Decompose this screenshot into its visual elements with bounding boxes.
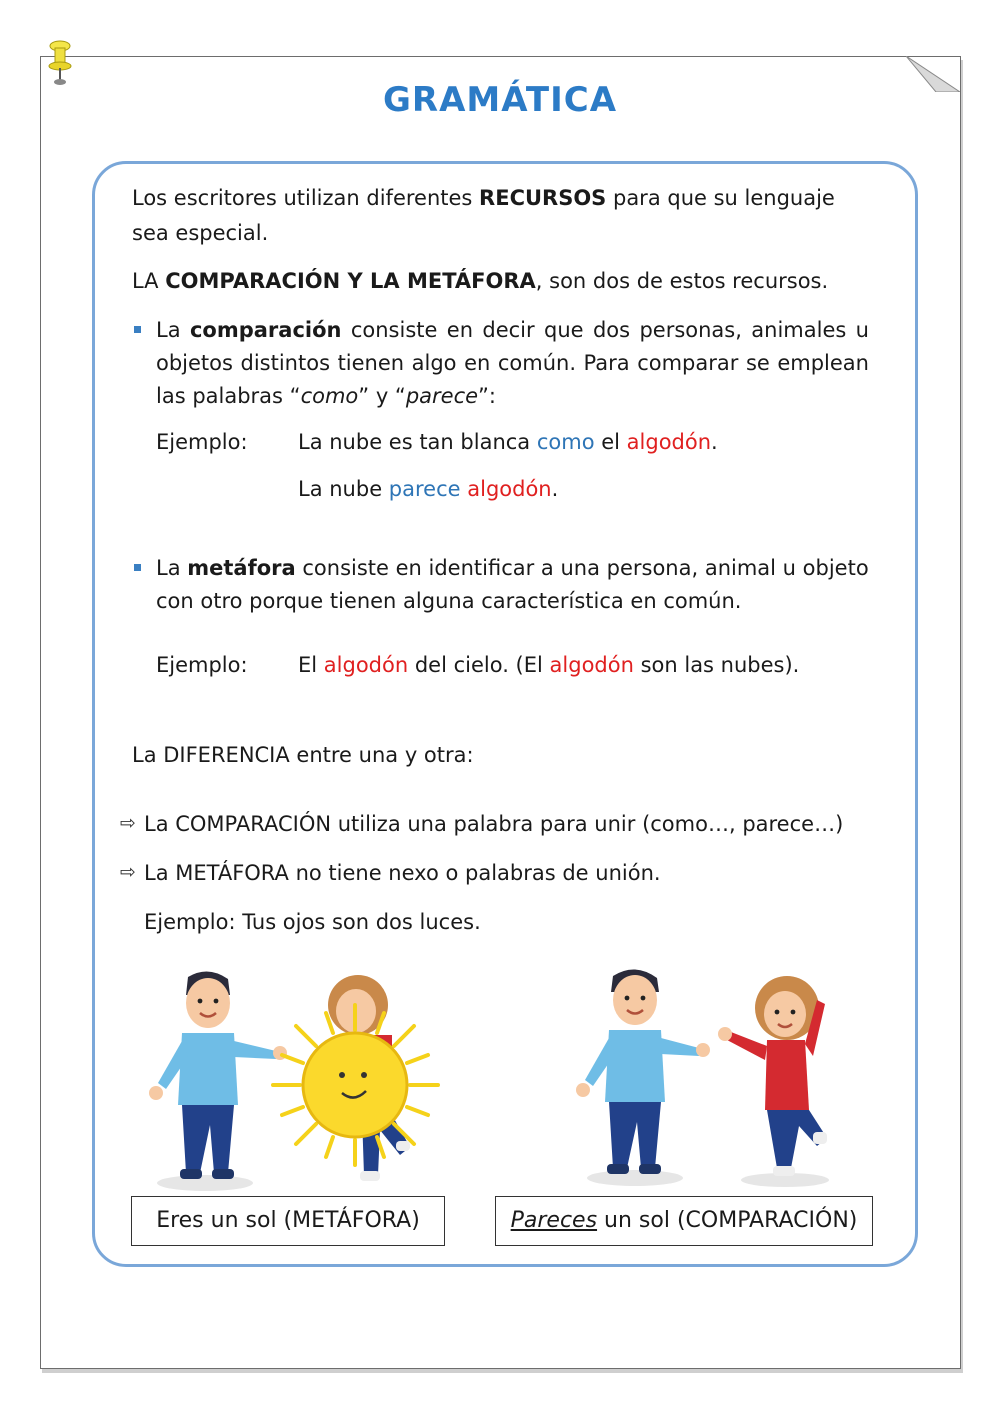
intro-line-1: Los escritores utilizan diferentes RECURSOS para que su lenguaje [132,186,835,210]
girl-figure [718,976,827,1176]
metafora-line-2: con otro porque tienen alguna característica en común. [156,589,742,613]
bullet-icon [134,564,141,571]
comparacion-ejemplo-label: Ejemplo: [156,430,248,454]
comparacion-line-2: objetos distintos tienen algo en común. Para comparar se emplean [156,351,869,375]
metafora-line-1: La metáfora consiste en identificar a una persona, animal u objeto [156,556,869,580]
boy-figure [576,969,710,1174]
comparacion-line-1: La comparación consiste en decir que dos personas, animales u [156,318,869,342]
comparacion-ejemplo-2: La nube parece algodón. [298,477,559,501]
metafora-ejemplo: El algodón del cielo. (El algodón son las nubes). [298,653,800,677]
caption-comparacion: Pareces un sol (COMPARACIÓN) [495,1196,873,1246]
diferencia-heading: La DIFERENCIA entre una y otra: [132,743,474,767]
comparacion-ejemplo-1: La nube es tan blanca como el algodón. [298,430,718,454]
diferencia-item-2: La METÁFORA no tiene nexo o palabras de unión. [144,861,661,885]
pointer-arrow-icon: ⇨ [120,812,136,834]
boy-figure [149,971,287,1179]
comparison-illustration [555,960,855,1190]
page-title: GRAMÁTICA [382,80,618,120]
diferencia-ejemplo: Ejemplo: Tus ojos son dos luces. [144,910,481,934]
pointer-arrow-icon: ⇨ [120,861,136,883]
metafora-ejemplo-label: Ejemplo: [156,653,248,677]
comparacion-line-3: las palabras “como” y “parece”: [156,384,496,408]
intro-line-2: sea especial. [132,221,269,245]
metaphor-illustration [130,965,460,1195]
diferencia-item-1: La COMPARACIÓN utiliza una palabra para unir (como…, parece…) [144,812,844,836]
bullet-icon [134,326,141,333]
intro-line-3: LA COMPARACIÓN Y LA METÁFORA, son dos de estos recursos. [132,269,829,293]
caption-metafora: Eres un sol (METÁFORA) [131,1196,445,1246]
